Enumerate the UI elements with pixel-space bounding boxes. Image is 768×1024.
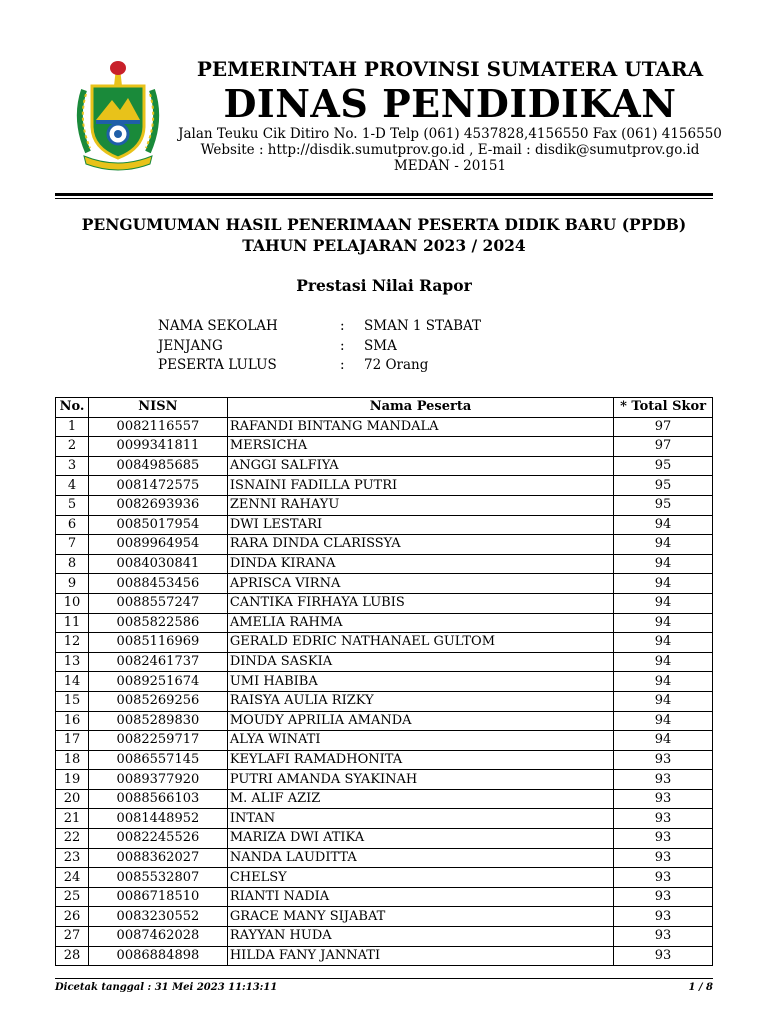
row-score: 97: [614, 437, 713, 457]
department-name: DINAS PENDIDIKAN: [223, 81, 677, 126]
table-row: [56, 672, 713, 692]
column-header-no: No.: [56, 398, 89, 418]
table-row: [56, 613, 713, 633]
row-nisn: 0086884898: [88, 946, 227, 966]
table-row: [56, 417, 713, 437]
row-number: 9: [56, 574, 89, 594]
table-row: [56, 770, 713, 790]
info-value: SMAN 1 STABAT: [364, 318, 482, 334]
row-name: RIANTI NADIA: [227, 887, 613, 907]
info-separator: :: [340, 337, 345, 354]
row-score: 95: [614, 456, 713, 476]
row-number: 2: [56, 437, 89, 457]
info-separator: :: [340, 318, 345, 334]
row-score: 95: [614, 495, 713, 515]
row-score: 94: [614, 731, 713, 751]
row-number: 18: [56, 750, 89, 770]
row-name: UMI HABIBA: [227, 672, 613, 692]
row-score: 93: [614, 848, 713, 868]
row-nisn: 0085017954: [88, 515, 227, 535]
table-row: [56, 574, 713, 594]
row-name: INTAN: [227, 809, 613, 829]
row-name: ZENNI RAHAYU: [227, 495, 613, 515]
info-label: JENJANG: [158, 337, 223, 354]
row-score: 97: [614, 417, 713, 437]
row-score: 94: [614, 633, 713, 653]
row-name: DWI LESTARI: [227, 515, 613, 535]
row-nisn: 0082245526: [88, 829, 227, 849]
row-nisn: 0081472575: [88, 476, 227, 496]
row-name: CANTIKA FIRHAYA LUBIS: [227, 593, 613, 613]
page-number: 1 / 8: [688, 982, 713, 993]
info-row-level: [158, 338, 481, 358]
row-score: 94: [614, 672, 713, 692]
row-name: ANGGI SALFIYA: [227, 456, 613, 476]
row-number: 24: [56, 868, 89, 888]
table-row: [56, 927, 713, 947]
row-nisn: 0085269256: [88, 691, 227, 711]
table-row: [56, 476, 713, 496]
row-score: 93: [614, 789, 713, 809]
row-name: MERSICHA: [227, 437, 613, 457]
row-number: 7: [56, 535, 89, 555]
letterhead-text: [170, 56, 730, 174]
row-number: 25: [56, 887, 89, 907]
table-row: [56, 868, 713, 888]
row-score: 93: [614, 946, 713, 966]
row-score: 94: [614, 554, 713, 574]
selection-path-subtitle: Prestasi Nilai Rapor: [296, 276, 472, 295]
info-value: 72 Orang: [364, 357, 429, 373]
row-name: ISNAINI FADILLA PUTRI: [227, 476, 613, 496]
row-number: 3: [56, 456, 89, 476]
row-nisn: 0089251674: [88, 672, 227, 692]
row-nisn: 0087462028: [88, 927, 227, 947]
row-nisn: 0099341811: [88, 437, 227, 457]
row-nisn: 0084985685: [88, 456, 227, 476]
table-row: [56, 750, 713, 770]
table-row: [56, 711, 713, 731]
row-name: PUTRI AMANDA SYAKINAH: [227, 770, 613, 790]
table-row: [56, 946, 713, 966]
row-nisn: 0088362027: [88, 848, 227, 868]
row-nisn: 0088453456: [88, 574, 227, 594]
row-nisn: 0082693936: [88, 495, 227, 515]
header-divider-thick: [55, 193, 713, 196]
government-name: PEMERINTAH PROVINSI SUMATERA UTARA: [196, 57, 704, 81]
row-number: 1: [56, 417, 89, 437]
row-score: 93: [614, 809, 713, 829]
row-name: RAFANDI BINTANG MANDALA: [227, 417, 613, 437]
row-number: 8: [56, 554, 89, 574]
row-name: HILDA FANY JANNATI: [227, 946, 613, 966]
address-line: Jalan Teuku Cik Ditiro No. 1-D Telp (061) 4537828,4156550 Fax (061) 4156550: [178, 126, 722, 142]
row-score: 94: [614, 711, 713, 731]
row-nisn: 0082259717: [88, 731, 227, 751]
table-row: [56, 633, 713, 653]
row-nisn: 0083230552: [88, 907, 227, 927]
row-nisn: 0082461737: [88, 652, 227, 672]
row-nisn: 0086557145: [88, 750, 227, 770]
row-score: 94: [614, 593, 713, 613]
row-score: 93: [614, 927, 713, 947]
announcement-title-line1: PENGUMUMAN HASIL PENERIMAAN PESERTA DIDIK BARU (PPDB): [81, 215, 687, 234]
row-number: 11: [56, 613, 89, 633]
row-name: RAISYA AULIA RIZKY: [227, 691, 613, 711]
column-header-nisn: NISN: [88, 398, 227, 418]
info-separator: :: [340, 357, 345, 373]
row-score: 93: [614, 887, 713, 907]
info-row-school: [158, 318, 481, 338]
row-name: NANDA LAUDITTA: [227, 848, 613, 868]
table-row: [56, 593, 713, 613]
row-name: APRISCA VIRNA: [227, 574, 613, 594]
table-row: [56, 907, 713, 927]
row-score: 94: [614, 515, 713, 535]
row-number: 20: [56, 789, 89, 809]
row-nisn: 0085532807: [88, 868, 227, 888]
results-table-body: [56, 417, 713, 966]
info-value: SMA: [364, 337, 397, 354]
row-nisn: 0089377920: [88, 770, 227, 790]
column-header-name: Nama Peserta: [227, 398, 613, 418]
row-name: DINDA KIRANA: [227, 554, 613, 574]
row-name: KEYLAFI RAMADHONITA: [227, 750, 613, 770]
row-nisn: 0089964954: [88, 535, 227, 555]
table-row: [56, 809, 713, 829]
table-row: [56, 829, 713, 849]
table-row: [56, 848, 713, 868]
row-nisn: 0086718510: [88, 887, 227, 907]
table-row: [56, 437, 713, 457]
table-row: [56, 456, 713, 476]
row-number: 10: [56, 593, 89, 613]
row-number: 5: [56, 495, 89, 515]
row-number: 27: [56, 927, 89, 947]
row-name: CHELSY: [227, 868, 613, 888]
table-row: [56, 652, 713, 672]
announcement-title-line2: TAHUN PELAJARAN 2023 / 2024: [242, 236, 526, 255]
row-name: MOUDY APRILIA AMANDA: [227, 711, 613, 731]
row-score: 94: [614, 574, 713, 594]
info-row-passed: [158, 357, 481, 377]
row-name: DINDA SASKIA: [227, 652, 613, 672]
row-score: 94: [614, 535, 713, 555]
row-name: RARA DINDA CLARISSYA: [227, 535, 613, 555]
row-number: 23: [56, 848, 89, 868]
row-number: 4: [56, 476, 89, 496]
row-nisn: 0084030841: [88, 554, 227, 574]
row-score: 94: [614, 652, 713, 672]
announcement-titles: [0, 214, 768, 295]
column-header-score: * Total Skor: [614, 398, 713, 418]
row-number: 6: [56, 515, 89, 535]
page-footer: [55, 982, 713, 993]
row-number: 12: [56, 633, 89, 653]
row-score: 93: [614, 829, 713, 849]
table-row: [56, 731, 713, 751]
row-number: 13: [56, 652, 89, 672]
row-score: 93: [614, 770, 713, 790]
table-row: [56, 554, 713, 574]
row-name: AMELIA RAHMA: [227, 613, 613, 633]
row-score: 93: [614, 750, 713, 770]
row-number: 16: [56, 711, 89, 731]
province-emblem-icon: [70, 60, 166, 172]
row-number: 17: [56, 731, 89, 751]
row-nisn: 0081448952: [88, 809, 227, 829]
header-divider-thin: [55, 198, 713, 199]
table-row: [56, 887, 713, 907]
info-label: PESERTA LULUS: [158, 357, 277, 373]
row-score: 95: [614, 476, 713, 496]
row-nisn: 0082116557: [88, 417, 227, 437]
table-row: [56, 691, 713, 711]
results-table: [55, 397, 713, 966]
row-score: 94: [614, 691, 713, 711]
row-number: 15: [56, 691, 89, 711]
row-score: 93: [614, 868, 713, 888]
row-number: 28: [56, 946, 89, 966]
row-name: GRACE MANY SIJABAT: [227, 907, 613, 927]
row-nisn: 0088566103: [88, 789, 227, 809]
row-score: 93: [614, 907, 713, 927]
row-number: 26: [56, 907, 89, 927]
info-label: NAMA SEKOLAH: [158, 318, 278, 334]
row-name: MARIZA DWI ATIKA: [227, 829, 613, 849]
table-row: [56, 515, 713, 535]
city-line: MEDAN - 20151: [393, 158, 507, 174]
table-row: [56, 789, 713, 809]
row-nisn: 0085289830: [88, 711, 227, 731]
row-name: GERALD EDRIC NATHANAEL GULTOM: [227, 633, 613, 653]
row-name: M. ALIF AZIZ: [227, 789, 613, 809]
school-info: [158, 318, 481, 377]
row-nisn: 0085116969: [88, 633, 227, 653]
row-name: RAYYAN HUDA: [227, 927, 613, 947]
table-header-row: [56, 398, 713, 418]
print-timestamp: Dicetak tanggal : 31 Mei 2023 11:13:11: [55, 982, 278, 993]
letterhead: [0, 0, 768, 200]
row-nisn: 0088557247: [88, 593, 227, 613]
table-row: [56, 495, 713, 515]
website-line: Website : http://disdik.sumutprov.go.id , E-mail : disdik@sumutprov.go.id: [200, 142, 700, 158]
row-name: ALYA WINATI: [227, 731, 613, 751]
row-number: 21: [56, 809, 89, 829]
row-number: 22: [56, 829, 89, 849]
table-row: [56, 535, 713, 555]
row-number: 14: [56, 672, 89, 692]
row-score: 94: [614, 613, 713, 633]
row-number: 19: [56, 770, 89, 790]
row-nisn: 0085822586: [88, 613, 227, 633]
footer-divider: [55, 978, 713, 979]
